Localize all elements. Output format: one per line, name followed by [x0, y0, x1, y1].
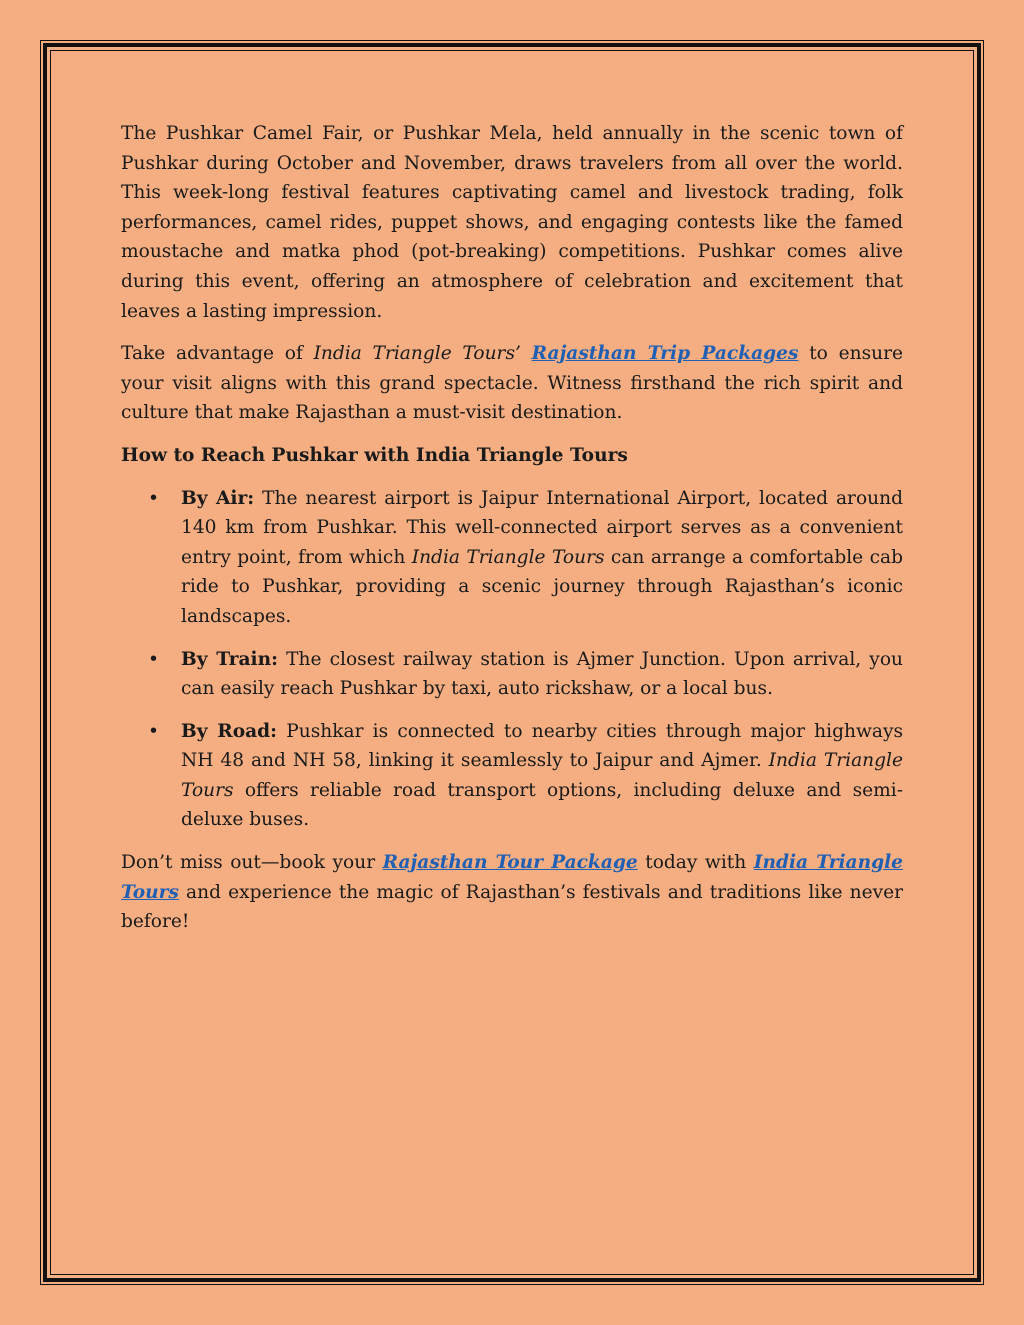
item-label: By Road:: [181, 720, 278, 742]
document-body: [121, 119, 903, 950]
closing-prefix: Don’t miss out—book your: [121, 852, 383, 874]
closing-suffix: and experience the magic of Rajasthan’s festivals and traditions like never before!: [121, 881, 903, 933]
promo-suffix: to ensure your visit aligns with this grand spectacle. Witness firsthand the rich spirit and culture that make Rajasthan a must-visit destination.: [121, 343, 903, 424]
bullet-icon: •: [148, 720, 159, 742]
closing-paragraph: [121, 848, 903, 937]
item-text: The closest railway station is Ajmer Junction. Upon arrival, you can easily reach Pushkar by taxi, auto rickshaw, or a local bus.: [181, 648, 903, 700]
intro-paragraph: The Pushkar Camel Fair, or Pushkar Mela, held annually in the scenic town of Pushkar during October and November, draws travelers from all over the world. This week-long festival features captivating camel and livestock trading, folk performances, camel rides, puppet shows, and engaging contests like the famed moustache and matka phod (pot-breaking) competitions. Pushkar comes alive during this event, offering an atmosphere of celebration and excitement that leaves a lasting impression.: [121, 123, 903, 322]
item-label: By Air:: [181, 487, 255, 509]
item-text-after: offers reliable road transport options, including deluxe and semi-deluxe buses.: [181, 779, 903, 831]
india-triangle-tours-link[interactable]: India Triangle Tours: [121, 852, 904, 903]
item-text: Pushkar is connected to nearby cities through major highways NH 48 and NH 58, linking it seamlessly to Jaipur and Ajmer.: [181, 720, 903, 772]
promo-brand: India Triangle Tours’: [313, 343, 521, 365]
item-brand: India Triangle Tours: [411, 546, 605, 568]
rajasthan-tour-package-link[interactable]: Rajasthan Tour Package: [382, 852, 638, 874]
list-item-by-road: [148, 717, 903, 835]
item-text-after: can arrange a comfortable cab ride to Pushkar, providing a scenic journey through Rajasthan’s iconic landscapes.: [181, 546, 903, 627]
bullet-icon: •: [148, 648, 159, 670]
list-item-by-air: [148, 484, 903, 632]
rajasthan-trip-packages-link[interactable]: Rajasthan Trip Packages: [531, 343, 799, 365]
section-heading: How to Reach Pushkar with India Triangle Tours: [121, 444, 628, 466]
closing-middle: today with: [637, 852, 754, 874]
list-item-by-train: [148, 645, 903, 704]
promo-paragraph: [121, 339, 903, 428]
bullet-icon: •: [148, 487, 159, 509]
reach-list: [121, 484, 903, 836]
item-brand: India Triangle Tours: [181, 750, 903, 801]
item-label: By Train:: [181, 648, 278, 670]
item-text: The nearest airport is Jaipur International Airport, located around 140 km from Pushkar. This well-connected airport serves as a convenient entry point, from which: [181, 487, 903, 568]
promo-prefix: Take advantage of: [121, 343, 314, 365]
